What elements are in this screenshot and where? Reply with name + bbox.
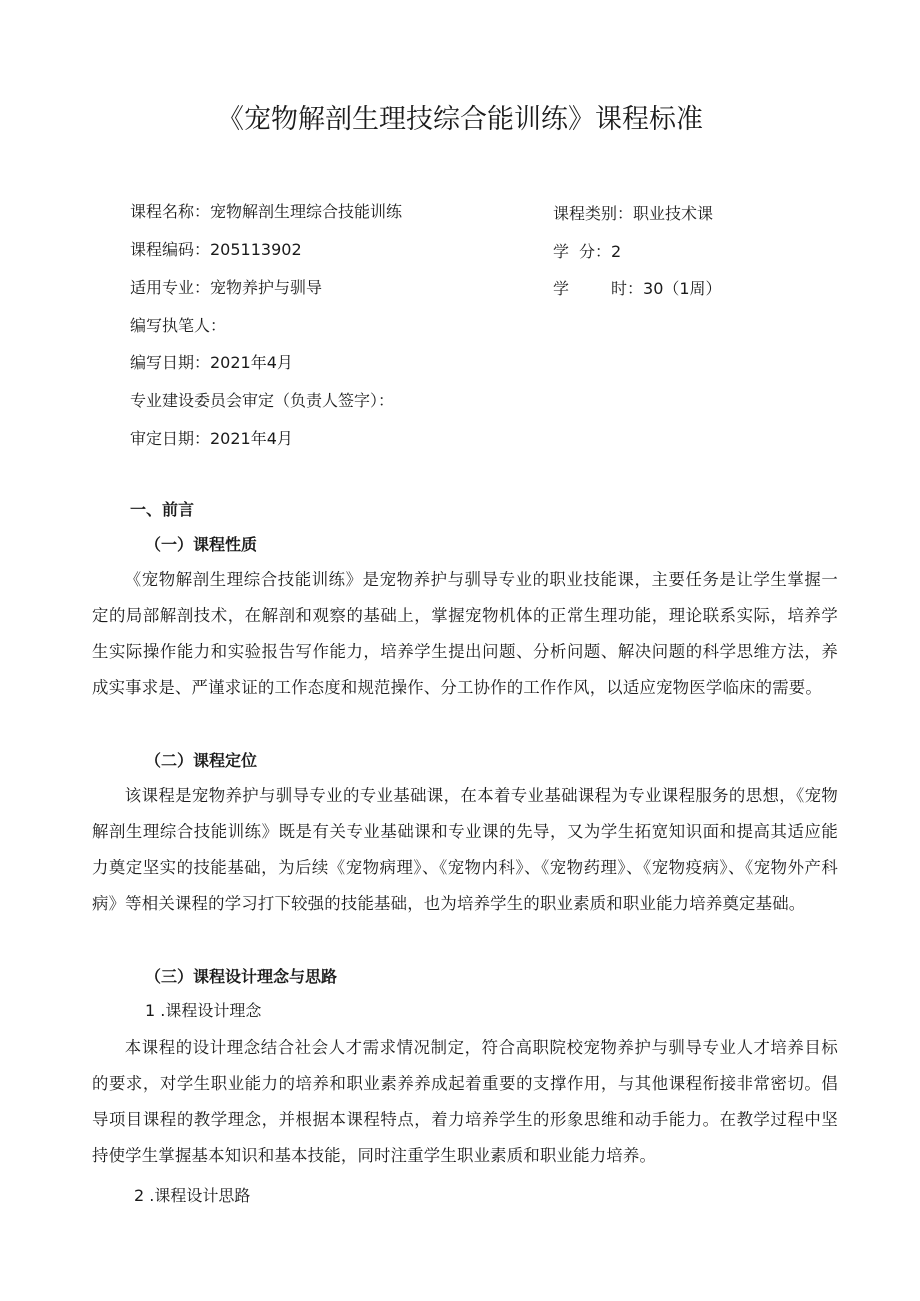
meta-course-name: 课程名称：宠物解剖生理综合技能训练 [130, 202, 403, 221]
meta-hours-value: 时：30（1周） [611, 279, 722, 298]
meta-credit [553, 240, 621, 264]
section-heading-design-concept: （三）课程设计理念与思路 [145, 967, 338, 986]
meta-review-date: 审定日期：2021年4月 [130, 429, 293, 448]
meta-course-code: 课程编码：205113902 [130, 240, 302, 259]
meta-major: 适用专业：宠物养护与驯导 [130, 278, 323, 297]
paragraph-course-position: 该课程是宠物养护与驯导专业的专业基础课，在本着专业基础课程为专业课程服务的思想，《宠物解剖生理综合技能训练》既是有关专业基础课和专业课的先导，又为学生拓宽知识面和提高其适应能力奠定坚实的技能基础，为后续《宠物病理》、《宠物内科》、《宠物药理》、《宠物疫病》、《宠物外产科病》等相关课程的学习打下较强的技能基础，也为培养学生的职业素质和职业能力培养奠定基础。 [92, 786, 838, 913]
subheading-design-concept: 1 .课程设计理念 [145, 1001, 262, 1020]
section-heading-course-nature: （一）课程性质 [145, 535, 258, 554]
paragraph-course-nature: 《宠物解剖生理综合技能训练》是宠物养护与驯导专业的职业技能课，主要任务是让学生掌握一定的局部解剖技术，在解剖和观察的基础上，掌握宠物机体的正常生理功能，理论联系实际，培养学生实际操作能力和实验报告写作能力，培养学生提出问题、分析问题、解决问题的科学思维方法，养成实事求是、严谨求证的工作态度和规范操作、分工协作的工作作风，以适应宠物医学临床的需要。 [92, 570, 838, 697]
meta-hours-label: 学 [553, 279, 570, 298]
meta-committee: 专业建设委员会审定（负责人签字）： [130, 391, 395, 410]
section-heading-preface: 一、前言 [130, 500, 195, 519]
meta-course-type: 课程类别：职业技术课 [553, 204, 714, 223]
meta-credit-value: 分：2 [579, 242, 622, 261]
document-title: 《宠物解剖生理技综合能训练》课程标准 [217, 104, 703, 135]
section-heading-course-position: （二）课程定位 [145, 751, 258, 770]
meta-credit-label: 学 [553, 242, 570, 261]
meta-hours [553, 277, 722, 301]
meta-date: 编写日期：2021年4月 [130, 353, 293, 372]
paragraph-design-concept: 本课程的设计理念结合社会人才需求情况制定，符合高职院校宠物养护与驯导专业人才培养目标的要求，对学生职业能力的培养和职业素养养成起着重要的支撑作用，与其他课程衔接非常密切。倡导项目课程的教学理念，并根据本课程特点，着力培养学生的形象思维和动手能力。在教学过程中坚持使学生掌握基本知识和基本技能，同时注重学生职业素质和职业能力培养。 [92, 1038, 838, 1165]
subheading-design-approach: 2 .课程设计思路 [134, 1186, 251, 1205]
meta-author: 编写执笔人： [130, 316, 227, 335]
